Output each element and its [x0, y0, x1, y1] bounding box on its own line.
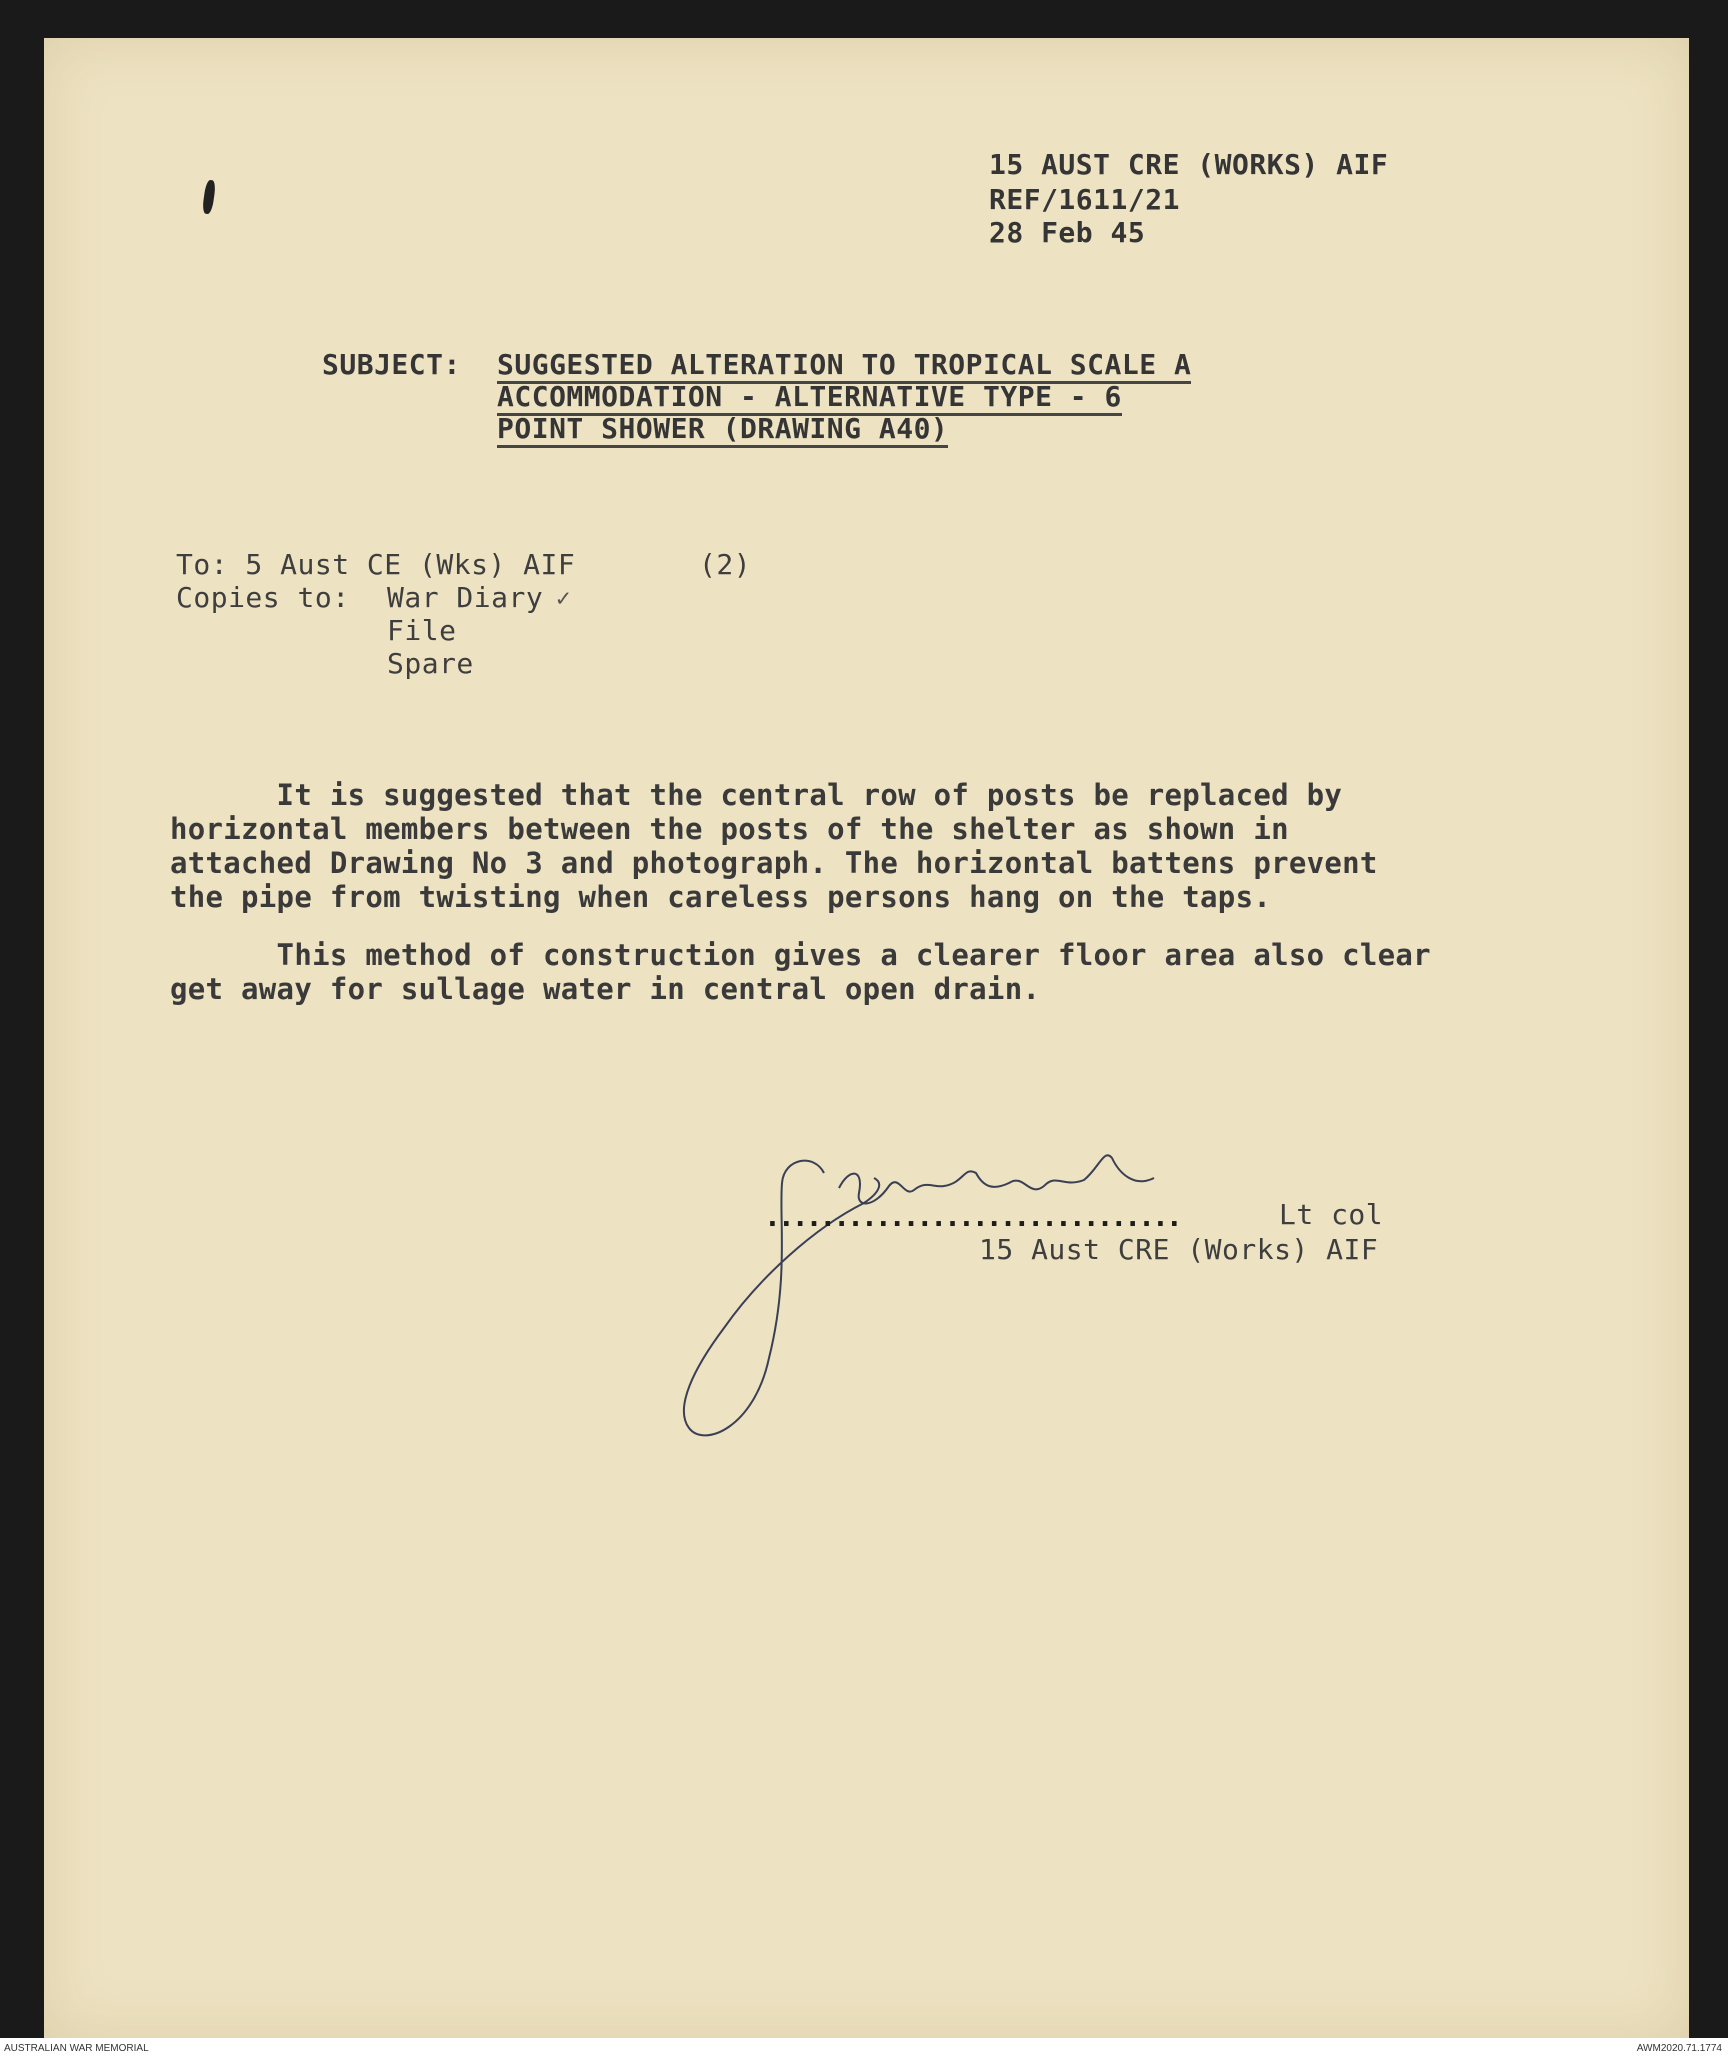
subject-line-3: POINT SHOWER (DRAWING A40) [497, 412, 948, 446]
signature-unit: 15 Aust CRE (Works) AIF [979, 1233, 1379, 1266]
copy-item: Spare [387, 647, 474, 680]
signature-rank: Lt col [1279, 1198, 1384, 1231]
header-unit: 15 AUST CRE (WORKS) AIF [989, 148, 1389, 181]
footer-left: AUSTRALIAN WAR MEMORIAL [4, 2043, 149, 2054]
archive-footer [0, 2038, 1728, 2061]
body-line: It is suggested that the central row of posts be replaced by [170, 778, 1343, 812]
to-count: (2) [699, 548, 752, 581]
handwritten-signature [664, 1128, 1264, 1468]
subject-label: SUBJECT: [322, 348, 461, 381]
tick-mark: ✓ [556, 584, 571, 612]
body-line: horizontal members between the posts of the shelter as shown in [170, 812, 1289, 846]
header-ref: REF/1611/21 [989, 183, 1180, 216]
subject-line-2: ACCOMMODATION - ALTERNATIVE TYPE - 6 [497, 380, 1122, 414]
body-line: get away for sullage water in central open drain. [170, 972, 1041, 1006]
copy-item: File [387, 614, 457, 647]
body-line: attached Drawing No 3 and photograph. The horizontal battens prevent [170, 846, 1378, 880]
punch-mark [202, 179, 217, 214]
copies-label: Copies to: [176, 581, 350, 614]
body-line: This method of construction gives a clearer floor area also clear [170, 938, 1431, 972]
signature-dots: .............................. [764, 1200, 1180, 1233]
body-line: the pipe from twisting when careless persons hang on the taps. [170, 880, 1272, 914]
copy-item: War Diary [387, 581, 544, 614]
subject-line-1: SUGGESTED ALTERATION TO TROPICAL SCALE A [497, 348, 1191, 382]
document-page [44, 38, 1689, 2038]
header-date: 28 Feb 45 [989, 216, 1146, 249]
footer-right: AWM2020.71.1774 [1636, 2043, 1722, 2054]
to-line: To: 5 Aust CE (Wks) AIF [176, 548, 576, 581]
